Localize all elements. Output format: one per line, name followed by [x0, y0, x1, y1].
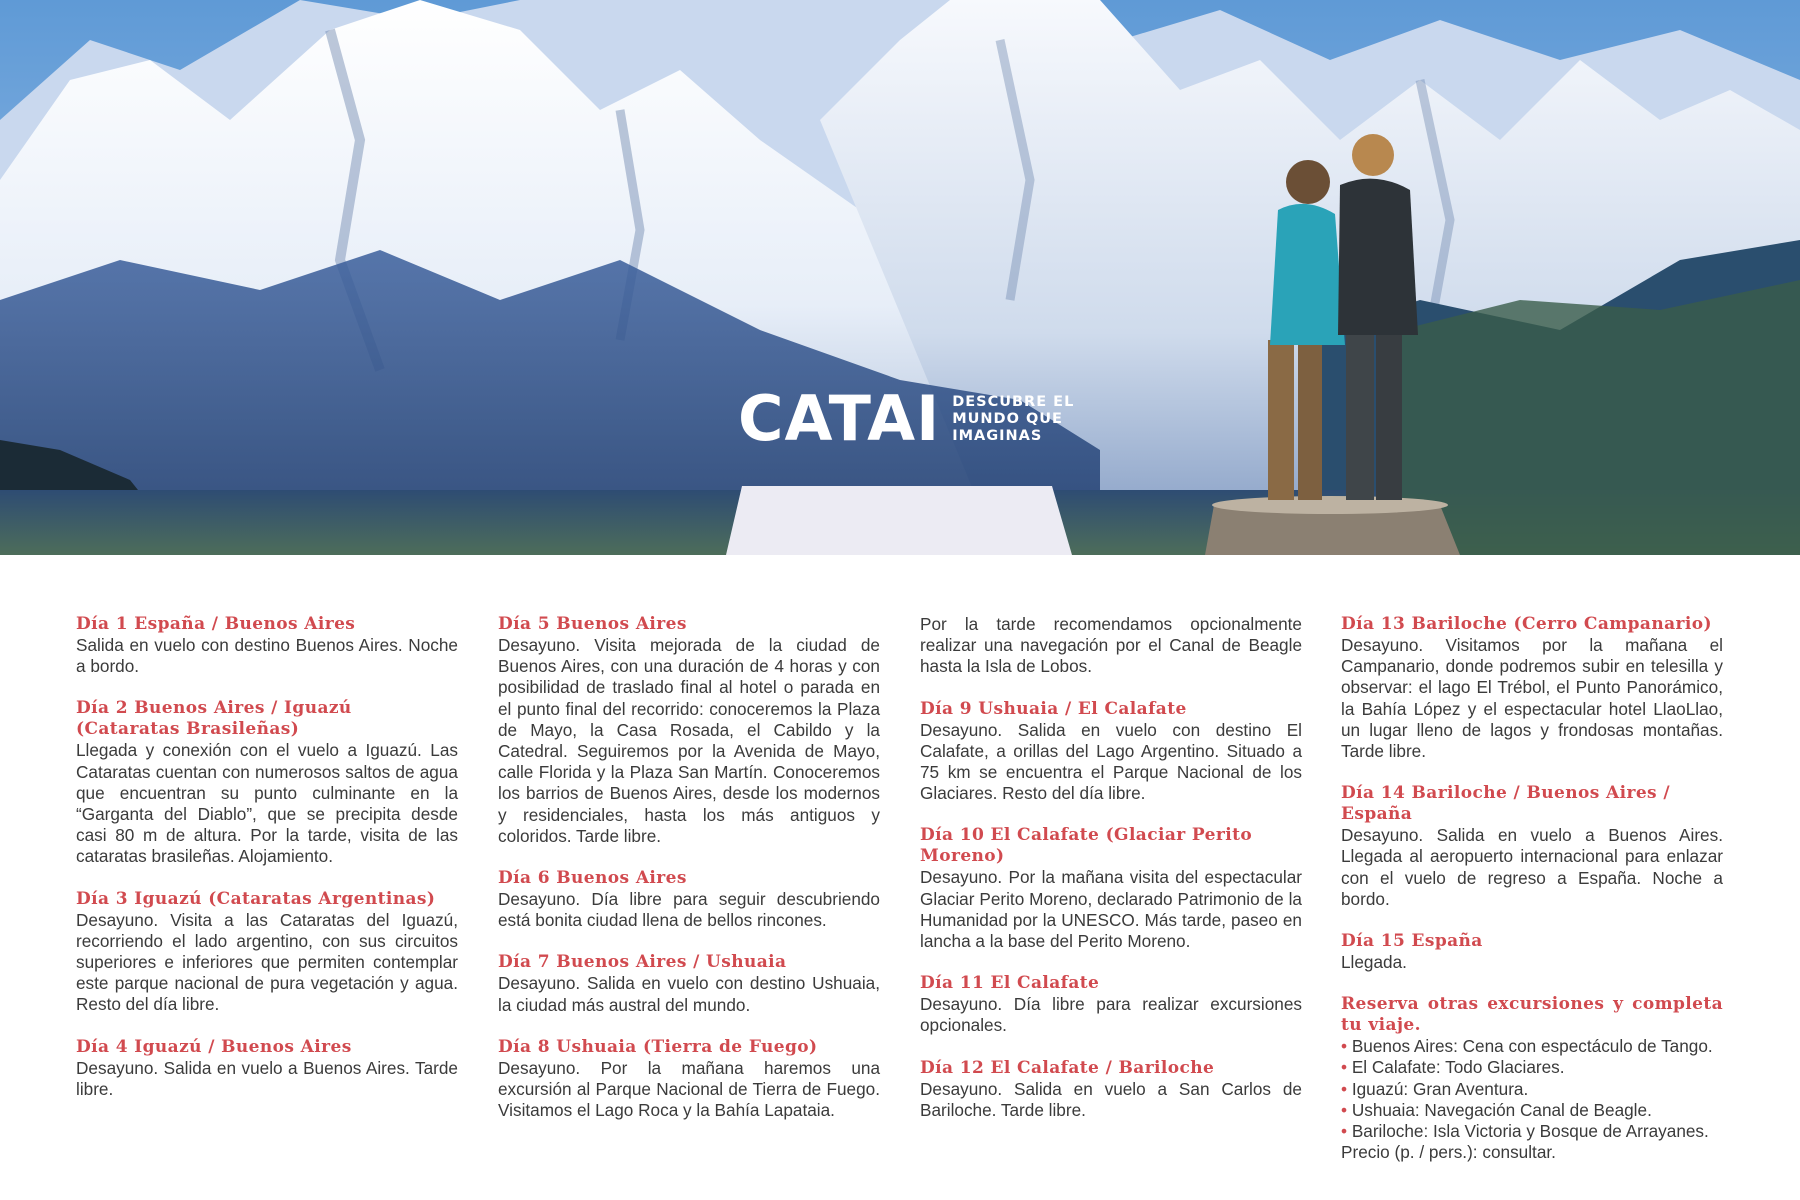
bullet-icon: • [1341, 1078, 1348, 1099]
day-description: Desayuno. Salida en vuelo a Buenos Aires. Tarde libre. [76, 1057, 458, 1099]
day-section [498, 952, 880, 1015]
day-description: Desayuno. Salida en vuelo a Buenos Aires. Llegada al aeropuerto internacional para enlazar con el vuelo de regreso a España. Noche a bordo. [1341, 825, 1723, 909]
day-description: Desayuno. Salida en vuelo con destino Ushuaia, la ciudad más austral del mundo. [498, 973, 880, 1015]
tagline-line: DESCUBRE EL [952, 393, 1075, 410]
extras-item-text: El Calafate: Todo Glaciares. [1351, 1057, 1565, 1078]
day-description: Llegada y conexión con el vuelo a Iguazú. Las Cataratas cuentan con numerosos saltos de agua que encuentran su punto culminante en la “Garganta del Diablo”, que se precipita desde casi 80 m de altura. Por la tarde, visita de las cataratas brasileñas. Alojamiento. [76, 740, 458, 867]
continued-text [920, 614, 1302, 678]
day-heading: Día 15 España [1341, 931, 1483, 952]
day-section [498, 1037, 880, 1122]
day-section [76, 614, 458, 677]
day-description: Desayuno. Día libre para seguir descubriendo está bonita ciudad llena de bellos rincones. [498, 889, 880, 931]
day-section [920, 825, 1302, 952]
extras-price: Precio (p. / pers.): consultar. [1341, 1142, 1556, 1163]
tagline-line: MUNDO QUE [952, 410, 1063, 427]
day-heading: Día 2 Buenos Aires / Iguazú (Cataratas Brasileñas) [76, 698, 352, 740]
day-description: Salida en vuelo con destino Buenos Aires. Noche a bordo. [76, 635, 458, 677]
day-section [498, 614, 880, 847]
day-heading: Día 13 Bariloche (Cerro Campanario) [1341, 614, 1712, 634]
day-section [1341, 931, 1723, 973]
itinerary-column-3 [920, 614, 1302, 1142]
day-description: Llegada. [1341, 952, 1407, 973]
day-section [920, 699, 1302, 805]
extras-item-text: Iguazú: Gran Aventura. [1351, 1078, 1529, 1099]
day-description: Desayuno. Visitamos por la mañana el Campanario, donde podremos subir en telesilla y observar: el lago El Trébol, el Punto Panorámico, la Bahía López y el espectacular hotel LlaoLlao, un lugar lleno de lagos y frondosas montañas. Tarde libre. [1341, 635, 1723, 762]
extras-item [1341, 1100, 1723, 1121]
logo-tagline [952, 394, 1074, 445]
day-heading: Día 12 El Calafate / Bariloche [920, 1057, 1215, 1078]
day-heading: Día 11 El Calafate [920, 973, 1100, 994]
extras-item-text: Bariloche: Isla Victoria y Bosque de Arrayanes. [1351, 1121, 1709, 1142]
extras-item [1341, 1079, 1723, 1100]
itinerary-column-2 [498, 614, 880, 1142]
bullet-icon: • [1341, 1121, 1348, 1142]
day-description: Desayuno. Por la mañana visita del espectacular Glaciar Perito Moreno, declarado Patrimonio de la Humanidad por la UNESCO. Más tarde, paseo en lancha a la base del Perito Moreno. [920, 867, 1302, 952]
day-description: Desayuno. Día libre para realizar excursiones opcionales. [920, 994, 1302, 1036]
day-description: Desayuno. Salida en vuelo a San Carlos de Bariloche. Tarde libre. [920, 1078, 1302, 1120]
extras-item [1341, 1121, 1723, 1142]
day-description: Desayuno. Salida en vuelo con destino El Calafate, a orillas del Lago Argentino. Situado a 75 km se encuentra el Parque Nacional de los Glaciares. Resto del día libre. [920, 719, 1302, 804]
day-section [498, 868, 880, 931]
day-description: Desayuno. Visita a las Cataratas del Iguazú, recorriendo el lado argentino, con sus circuitos superiores e inferiores que permiten contemplar este parque nacional de pura vegetación y agua. Resto del día libre. [76, 909, 458, 1015]
day-section [76, 1037, 458, 1100]
extras-title: Reserva otras excursiones y completa tu viaje. [1341, 994, 1723, 1036]
mountain-landscape-image [0, 0, 1800, 555]
day-8-continued: Por la tarde recomendamos opcionalmente realizar una navegación por el Canal de Beagle hasta la Isla de Lobos. [920, 614, 1302, 677]
hero-photo [0, 0, 1800, 555]
day-heading: Día 6 Buenos Aires [498, 868, 687, 889]
day-heading: Día 1 España / Buenos Aires [76, 614, 356, 634]
extras-item [1341, 1057, 1723, 1078]
extras-section [1341, 994, 1723, 1163]
catai-logo [738, 382, 1075, 455]
day-heading: Día 10 El Calafate (Glaciar Perito Moreno) [920, 825, 1253, 867]
bullet-icon: • [1341, 1099, 1348, 1120]
day-description: Desayuno. Visita mejorada de la ciudad de Buenos Aires, con una duración de 4 horas y con posibilidad de traslado final al hotel o parada en el punto final del recorrido: conoceremos la Plaza de Mayo, la Casa Rosada, el Cabildo y la Catedral. Seguiremos por la Avenida de Mayo, calle Florida y la Plaza San Martín. Conoceremos los barrios de Buenos Aires, desde los modernos y residenciales, hasta los más antiguos y coloridos. Tarde libre. [498, 635, 880, 846]
day-section [76, 698, 458, 867]
bullet-icon: • [1341, 1057, 1348, 1078]
day-heading: Día 5 Buenos Aires [498, 614, 687, 634]
day-heading: Día 9 Ushuaia / El Calafate [920, 698, 1187, 719]
day-heading: Día 7 Buenos Aires / Ushuaia [498, 952, 787, 973]
itinerary-column-4 [1341, 614, 1723, 1184]
day-heading: Día 4 Iguazú / Buenos Aires [76, 1036, 352, 1057]
day-heading: Día 14 Bariloche / Buenos Aires / España [1341, 783, 1670, 825]
extras-item-text: Buenos Aires: Cena con espectáculo de Tango. [1351, 1036, 1713, 1057]
day-section [920, 973, 1302, 1036]
day-description: Desayuno. Por la mañana haremos una excursión al Parque Nacional de Tierra de Fuego. Visitamos el Lago Roca y la Bahía Lapataia. [498, 1057, 880, 1121]
bullet-icon: • [1341, 1036, 1348, 1057]
extras-item-text: Ushuaia: Navegación Canal de Beagle. [1351, 1099, 1652, 1120]
day-section [1341, 783, 1723, 910]
day-heading: Día 3 Iguazú (Cataratas Argentinas) [76, 888, 436, 909]
extras-item [1341, 1036, 1723, 1057]
day-section [920, 1058, 1302, 1121]
itinerary-column-1 [76, 614, 458, 1121]
tagline-line: IMAGINAS [952, 427, 1043, 444]
logo-wordmark: CATAI [738, 382, 941, 455]
day-section [1341, 614, 1723, 762]
day-section [76, 889, 458, 1016]
day-heading: Día 8 Ushuaia (Tierra de Fuego) [498, 1036, 818, 1057]
